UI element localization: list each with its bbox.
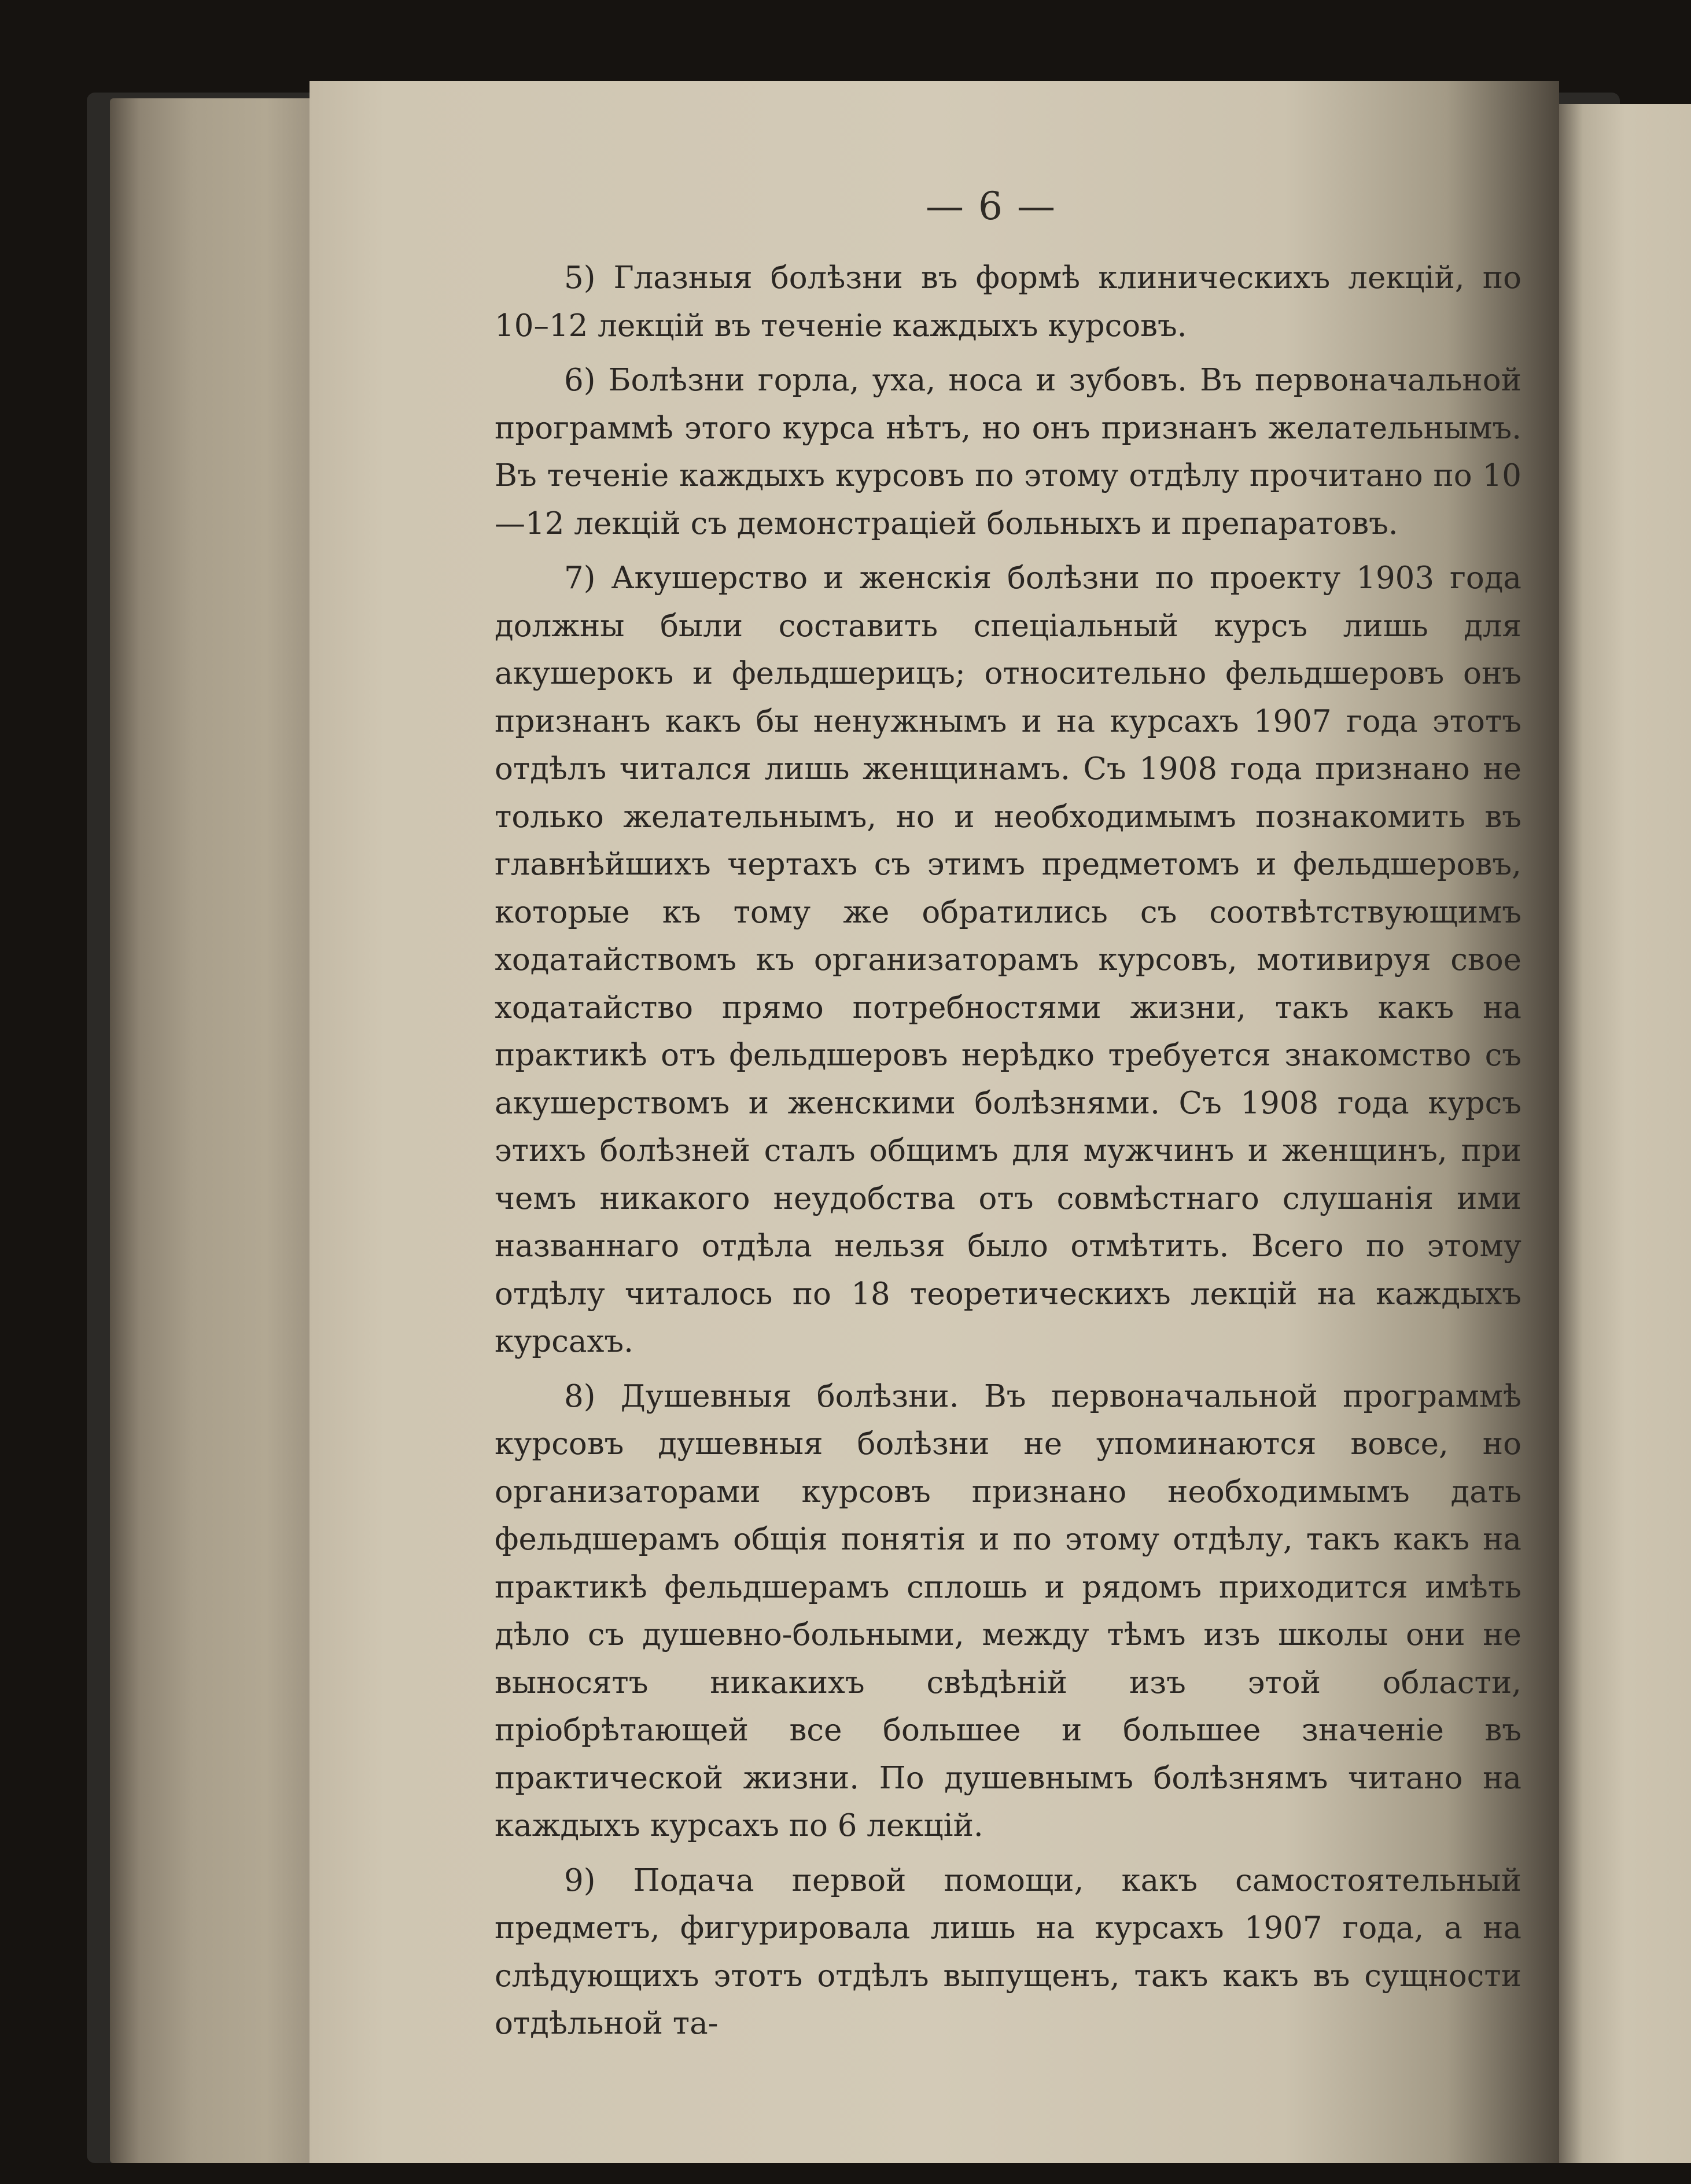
paragraph-ent-diseases: 6) Болѣзни горла, уха, носа и зубовъ. Въ первоначальной программѣ этого курса нѣтъ, но онъ признанъ желательнымъ. Въ теченіе каждыхъ курсовъ по этому отдѣлу прочитано по 10—12 лекцій съ демонстраціей больныхъ и препаратовъ. <box>495 363 1521 541</box>
page-edges <box>110 98 318 2163</box>
page-number: — 6 — <box>926 184 1056 228</box>
page-body <box>495 254 1521 2048</box>
paragraph-eye-diseases: 5) Глазныя болѣзни въ формѣ клиническихъ лекцій, по 10–12 лекцій въ теченіе каждыхъ курсовъ. <box>495 260 1521 344</box>
paragraph-mental-diseases: 8) Душевныя болѣзни. Въ первоначальной программѣ курсовъ душевныя болѣзни не упоминаются вовсе, но организаторами курсовъ признано необходимымъ дать фельдшерамъ общія понятія и по этому отдѣлу, такъ какъ на практикѣ фельдшерамъ сплошь и рядомъ приходится имѣть дѣло съ душевно-больными, между тѣмъ изъ школы они не выносятъ никакихъ свѣдѣній изъ этой области, пріобрѣтающей все большее и большее значеніе въ практической жизни. По душевнымъ болѣзнямъ читано на каждыхъ курсахъ по 6 лекцій. <box>495 1378 1521 1843</box>
paragraph-first-aid: 9) Подача первой помощи, какъ самостоятельный предметъ, фигурировала лишь на курсахъ 1907 года, а на слѣдующихъ этотъ отдѣлъ выпущенъ, такъ какъ въ сущности отдѣльной та- <box>495 1862 1521 2041</box>
paragraph-obstetrics: 7) Акушерство и женскія болѣзни по проекту 1903 года должны были составить спеціальный курсъ лишь для акушерокъ и фельдшерицъ; относительно фельдшеровъ онъ признанъ какъ бы ненужнымъ и на курсахъ 1907 года этотъ отдѣлъ читался лишь женщинамъ. Съ 1908 года признано не только желательнымъ, но и необходимымъ познакомить въ главнѣйшихъ чертахъ съ этимъ предметомъ и фельдшеровъ, которые къ тому же обратились съ соотвѣтствующимъ ходатайствомъ къ организаторамъ курсовъ, мотивируя свое ходатайство прямо потребностями жизни, такъ какъ на практикѣ отъ фельдшеровъ нерѣдко требуется знакомство съ акушерствомъ и женскими болѣзнями. Съ 1908 года курсъ этихъ болѣзней сталъ общимъ для мужчинъ и женщинъ, при чемъ никакого неудобства отъ совмѣстнаго слушанія ими названнаго отдѣла нельзя было отмѣтить. Всего по этому отдѣлу читалось по 18 теоретическихъ лекцій на каждыхъ курсахъ. <box>495 560 1521 1359</box>
facing-page <box>1559 104 1691 2163</box>
